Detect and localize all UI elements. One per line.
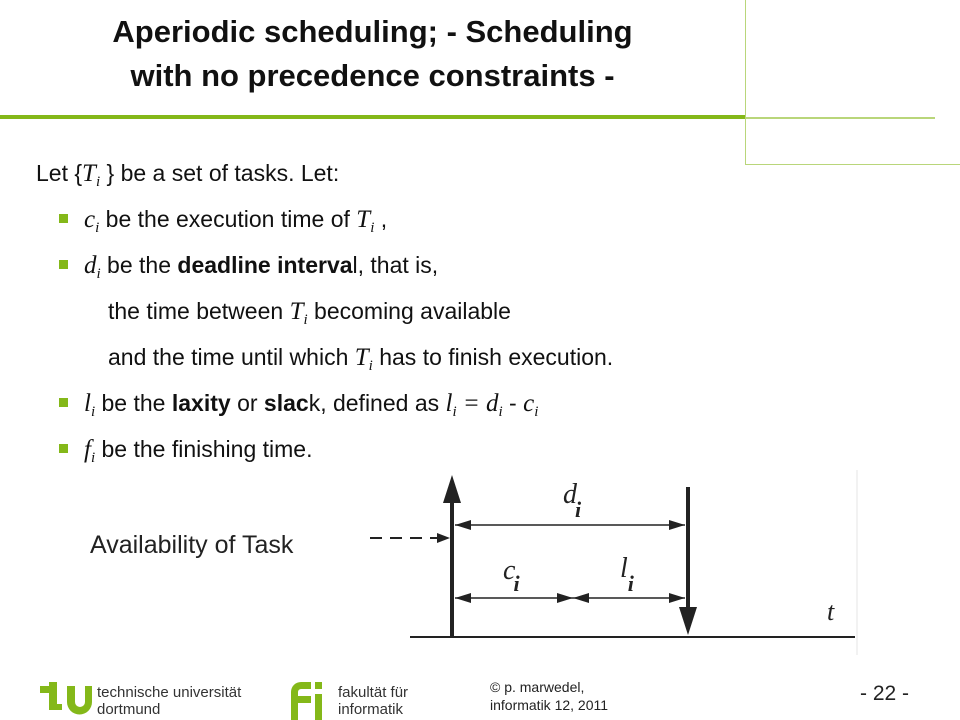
l-interval-left-head — [573, 593, 589, 603]
fi-name-line1: fakultät für — [338, 684, 409, 701]
bullet-marker — [59, 260, 68, 269]
timing-diagram — [85, 465, 860, 660]
tu-name-line2: dortmund — [97, 701, 161, 718]
d-interval-left-head — [455, 520, 471, 530]
fi-name — [338, 684, 408, 718]
bullet-execution-time: $c_i$ be the execution time of $T_i$ , — [36, 201, 916, 247]
slide-title — [0, 0, 745, 118]
bullet-laxity: $l_i$ be the laxity or slack, defined as $l_i = d_i - c_i$ — [36, 385, 916, 431]
tu-name — [97, 684, 241, 718]
fi-logo — [285, 680, 330, 720]
tu-logo — [40, 682, 92, 718]
c-interval-right-head — [557, 593, 573, 603]
t-label: t — [827, 597, 835, 626]
bullet-marker — [59, 214, 68, 223]
bullet-finishing-time: $f_i$ be the finishing time. — [36, 431, 916, 477]
availability-arrow-head — [437, 533, 450, 543]
bullet-marker — [59, 398, 68, 407]
copyright-credit — [490, 678, 608, 714]
d-label: di — [563, 479, 582, 522]
fi-name-line2: informatik — [338, 701, 404, 718]
l-label: $l_i$ — [620, 553, 634, 596]
credit-line2: informatik 12, 2011 — [490, 697, 609, 713]
intro-line: Let {$T_i$ } be a set of tasks. Let: — [36, 160, 340, 190]
credit-line1: © p. marwedel, — [490, 679, 585, 695]
footer — [0, 670, 960, 720]
title-underline — [0, 115, 745, 119]
corner-frame — [745, 0, 960, 165]
title-line-2: with no precedence constraints - — [130, 58, 615, 93]
d-interval-right-head — [669, 520, 685, 530]
availability-label: Availability of Task — [90, 531, 294, 559]
bullet-marker — [59, 444, 68, 453]
release-arrow-head — [443, 475, 461, 503]
l-interval-right-head — [669, 593, 685, 603]
bullet-deadline-interval: $d_i$ be the deadline interval, that is, the time between $T_i$ becoming available and the time until which $T_i$ has to finish execution. — [36, 247, 916, 385]
c-label: ci — [503, 555, 520, 596]
tu-name-line1: technische universität — [97, 684, 242, 701]
page-number: - 22 - — [860, 682, 910, 705]
definition-list — [36, 201, 916, 477]
slide-body — [36, 155, 916, 477]
title-line-1: Aperiodic scheduling; - Scheduling — [112, 14, 633, 49]
deadline-arrow-head — [679, 607, 697, 635]
c-interval-left-head — [455, 593, 471, 603]
corner-rule — [745, 117, 935, 119]
